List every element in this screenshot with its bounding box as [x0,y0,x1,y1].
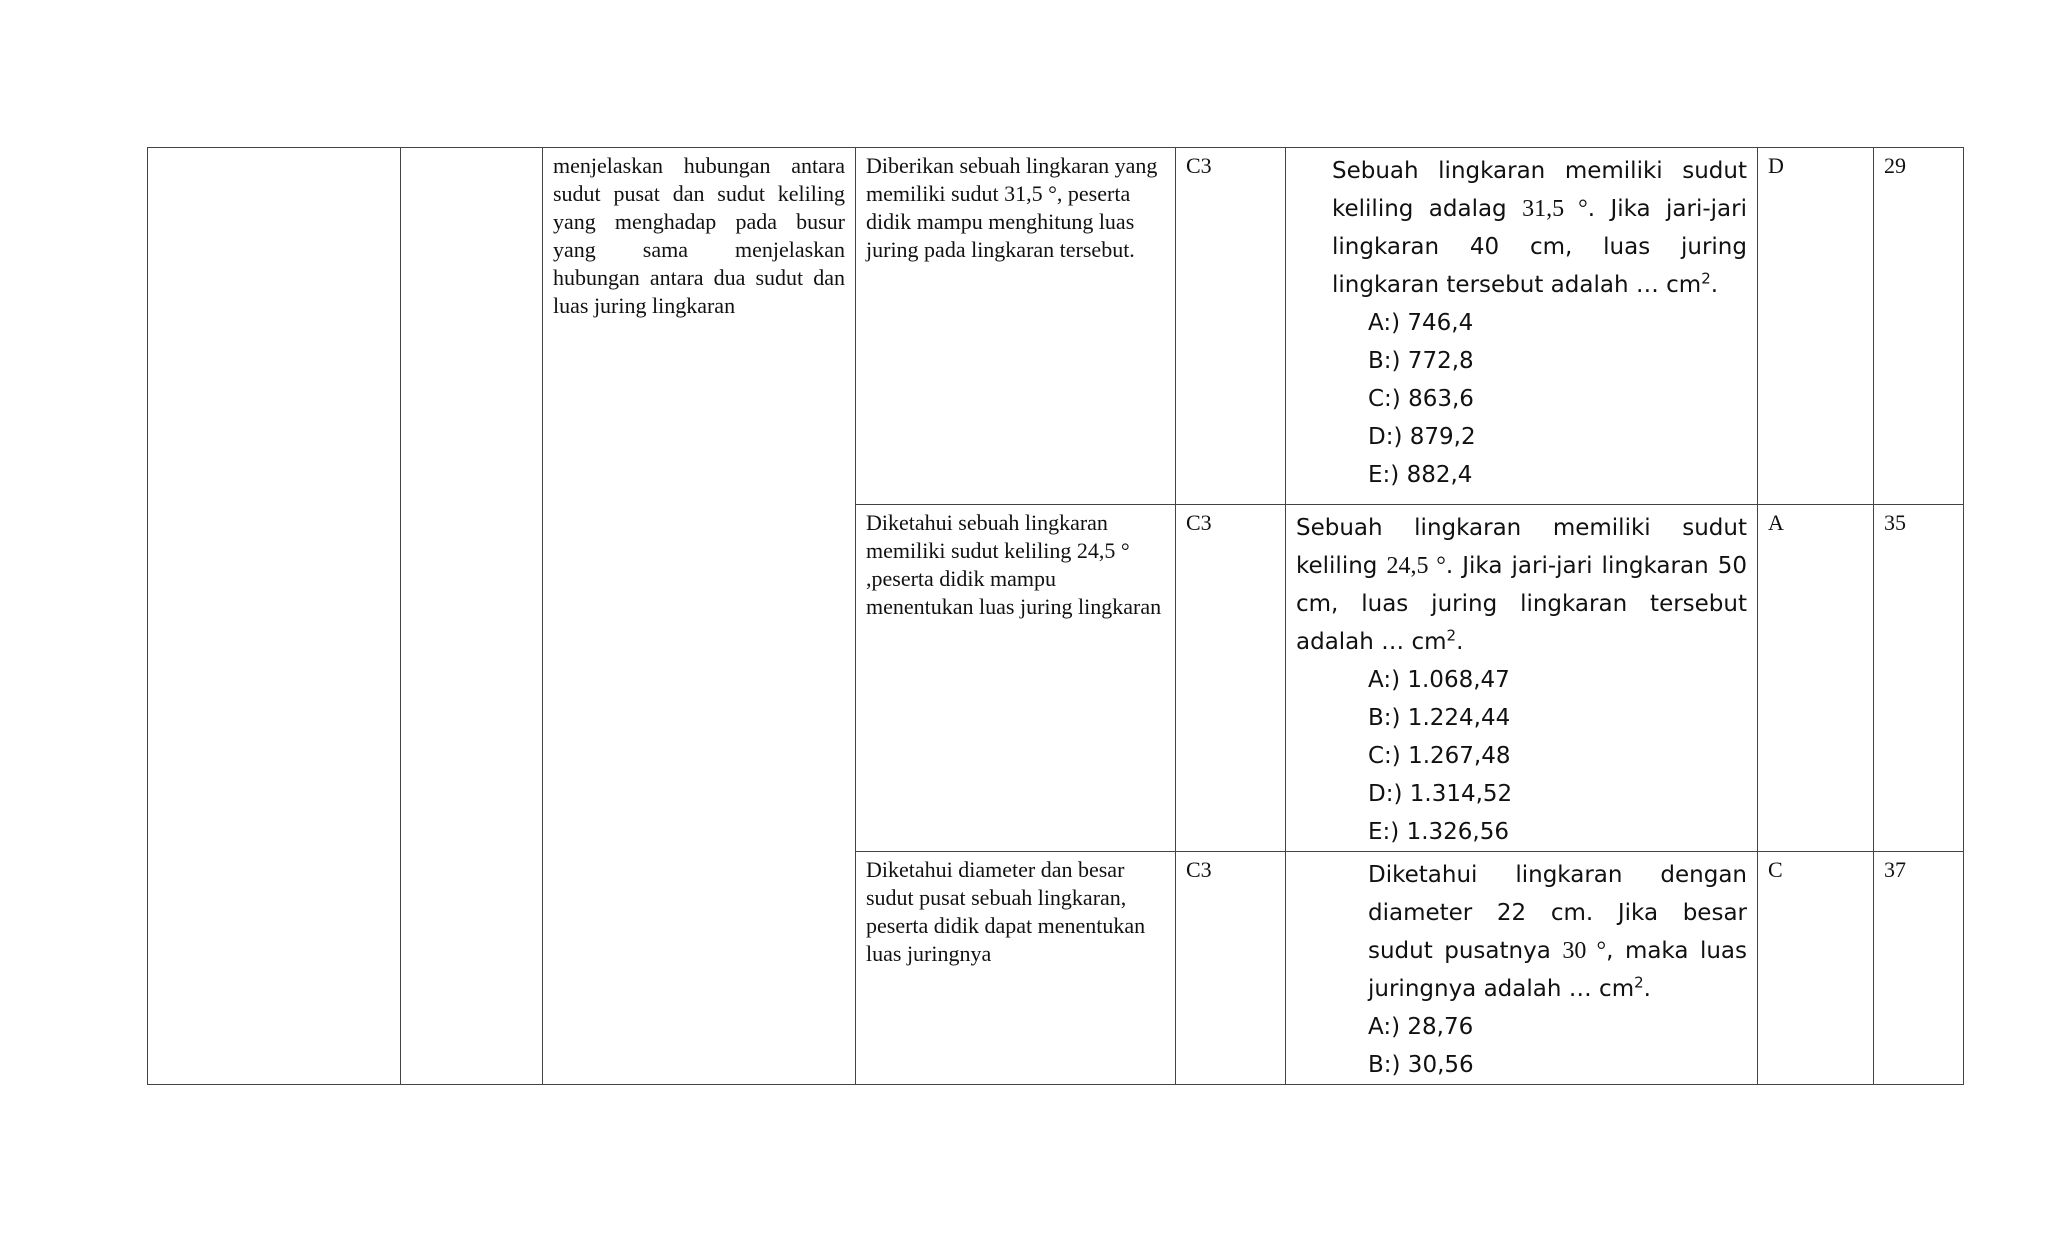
question-number-cell: 37 [1874,852,1964,1085]
indicator-cell: Diketahui sebuah lingkaran memiliki sudut keliling 24,5 ° ,peserta didik mampu menentukan luas juring lingkaran [856,505,1176,852]
option-item: E:) 882,4 [1368,462,1473,488]
option-item: B:) 772,8 [1368,348,1474,374]
option-item: C:) 1.267,48 [1368,743,1511,769]
indicator-cell: Diberikan sebuah lingkaran yang memiliki sudut 31,5 °, peserta didik mampu menghitung luas juring pada lingkaran tersebut. [856,148,1176,505]
question-text: Diketahui lingkaran dengan diameter 22 cm. Jika besar sudut pusatnya 30 °, maka luas juringnya adalah … $cm^2$. [1368,862,1747,1002]
option-item: C:) 863,6 [1368,386,1474,412]
competency-indicator-cell: menjelaskan hubungan antara sudut pusat dan sudut keliling yang menghadap pada busur yang sama menjelaskan hubungan antara dua sudut dan luas juring lingkaran [543,148,856,1085]
indicator-cell: Diketahui diameter dan besar sudut pusat sebuah lingkaran, peserta didik dapat menentukan luas juringnya [856,852,1176,1085]
question-grid-table [147,147,1964,1085]
answer-options [1296,661,1747,851]
empty-cell-col2 [401,148,543,1085]
cognitive-level-cell: C3 [1176,505,1286,852]
option-item: A:) 746,4 [1368,310,1474,336]
option-item: A:) 1.068,47 [1368,667,1510,693]
question-text: Sebuah lingkaran memiliki sudut keliling 24,5 °. Jika jari-jari lingkaran 50 cm, luas juring lingkaran tersebut adalah … $cm^2$. [1296,515,1748,655]
option-item: E:) 1.326,56 [1368,819,1509,845]
empty-cell-col1 [148,148,401,1085]
answer-options [1296,1008,1747,1084]
cognitive-level-cell: C3 [1176,148,1286,505]
question-cell [1286,852,1758,1085]
question-cell [1286,148,1758,505]
question-number-cell: 29 [1874,148,1964,505]
option-item: D:) 879,2 [1368,424,1476,450]
option-item: D:) 1.314,52 [1368,781,1513,807]
answer-options [1296,304,1747,494]
cognitive-level-cell: C3 [1176,852,1286,1085]
question-text: Sebuah lingkaran memiliki sudut keliling adalag 31,5 °. Jika jari-jari lingkaran 40 cm, luas juring lingkaran tersebut adalah … $cm^2$. [1332,158,1747,298]
table-row [148,148,1964,505]
question-number-cell: 35 [1874,505,1964,852]
question-cell [1286,505,1758,852]
option-item: A:) 28,76 [1368,1014,1474,1040]
option-item: B:) 1.224,44 [1368,705,1511,731]
option-item: B:) 30,56 [1368,1052,1474,1078]
answer-key-cell: A [1758,505,1874,852]
answer-key-cell: C [1758,852,1874,1085]
answer-key-cell: D [1758,148,1874,505]
